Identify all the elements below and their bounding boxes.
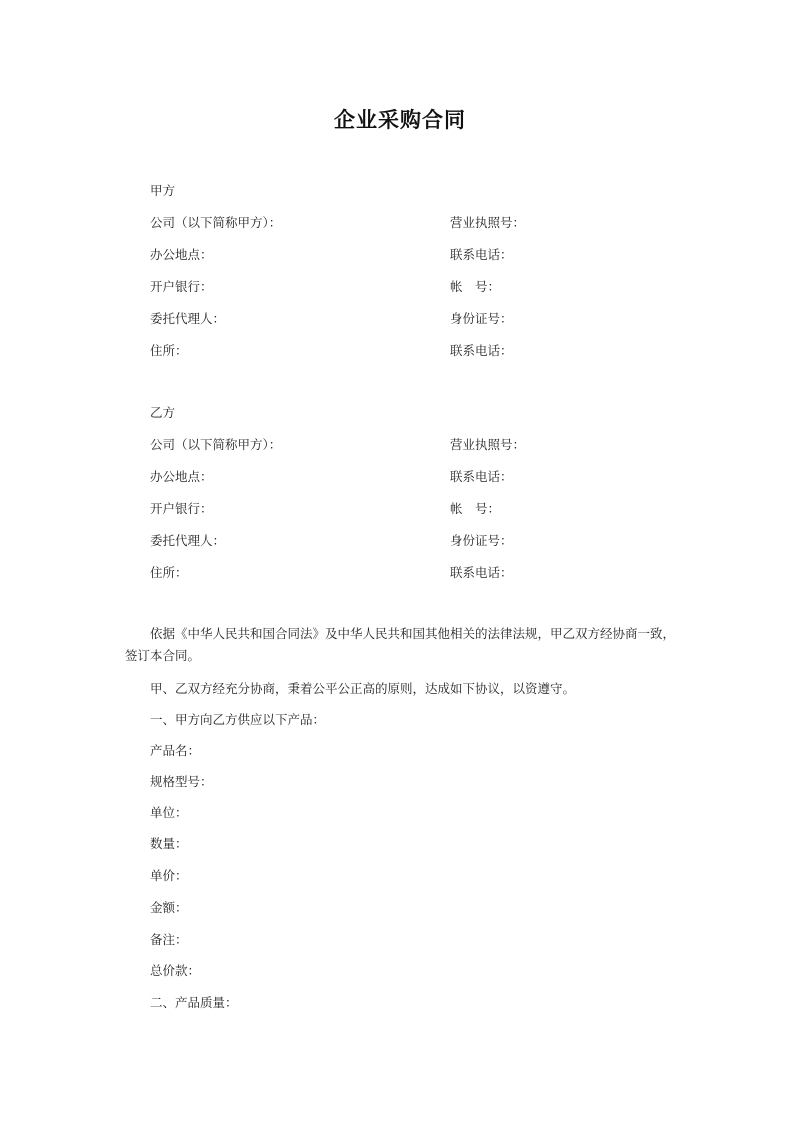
party-b-phone-label: 联系电话：	[450, 469, 513, 484]
party-a-license-label: 营业执照号：	[450, 215, 526, 230]
field-remarks: 备注：	[150, 932, 188, 947]
field-product-name: 产品名：	[150, 743, 201, 758]
document-title: 企业采购合同	[334, 107, 466, 132]
party-a-office-label: 办公地点：	[150, 247, 213, 262]
section-1-heading: 一、甲方向乙方供应以下产品：	[150, 712, 326, 727]
party-a-heading: 甲方	[150, 183, 176, 198]
party-a-account-label: 帐 号：	[450, 279, 501, 294]
party-a-phone2-label: 联系电话：	[450, 343, 513, 358]
field-spec-model: 规格型号：	[150, 774, 213, 789]
party-a-company-label: 公司（以下简称甲方）：	[150, 215, 282, 230]
section-2-heading: 二、产品质量：	[150, 995, 238, 1010]
intro-paragraph: 依据《中华人民共和国合同法》及中华人民共和国其他相关的法律法规，甲乙双方经协商一致，签订本合同。	[125, 626, 676, 663]
field-unit: 单位：	[150, 805, 188, 820]
party-b-account-label: 帐 号：	[450, 501, 501, 516]
party-b-heading: 乙方	[150, 405, 176, 420]
party-b-id-label: 身份证号：	[450, 533, 513, 548]
party-b-license-label: 营业执照号：	[450, 437, 526, 452]
party-b-address-label: 住所：	[150, 565, 188, 580]
agreement-paragraph: 甲、乙双方经充分协商，秉着公平公正高的原则，达成如下协议，以资遵守。	[150, 681, 576, 696]
party-b-phone2-label: 联系电话：	[450, 565, 513, 580]
party-a-address-label: 住所：	[150, 343, 188, 358]
party-b-agent-label: 委托代理人：	[150, 533, 226, 548]
party-a-agent-label: 委托代理人：	[150, 311, 226, 326]
field-unit-price: 单价：	[150, 868, 188, 883]
field-quantity: 数量：	[150, 836, 188, 851]
party-a-bank-label: 开户银行：	[150, 279, 213, 294]
party-a-phone-label: 联系电话：	[450, 247, 513, 262]
party-b-company-label: 公司（以下简称甲方）：	[150, 437, 282, 452]
field-amount: 金额：	[150, 900, 188, 915]
party-b-bank-label: 开户银行：	[150, 501, 213, 516]
party-a-id-label: 身份证号：	[450, 311, 513, 326]
party-b-office-label: 办公地点：	[150, 469, 213, 484]
field-total-price: 总价款：	[150, 963, 201, 978]
